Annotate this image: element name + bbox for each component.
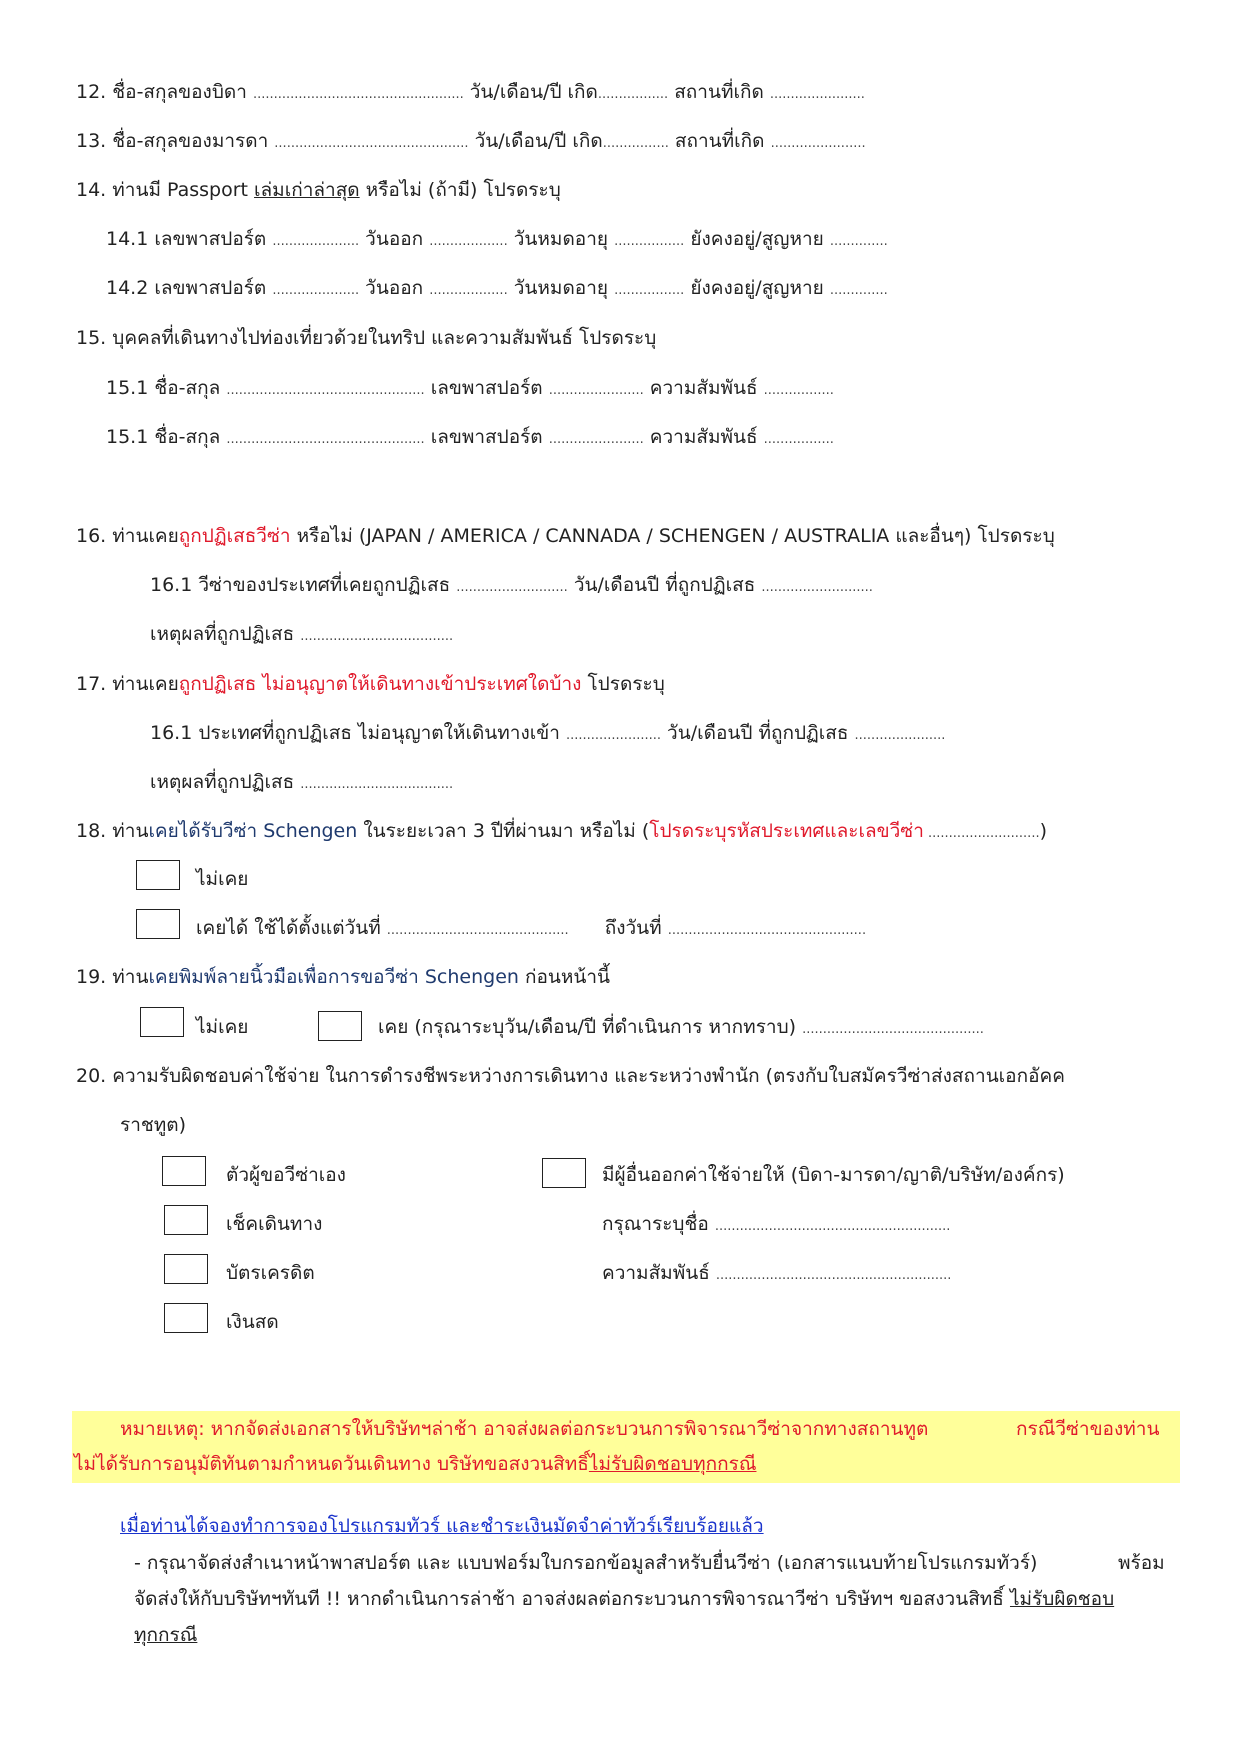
q17-reason-label: เหตุผลที่ถูกปฏิเสธ	[150, 771, 295, 793]
q13-place-field[interactable]: .......................	[770, 136, 866, 151]
q14-underline: เล่มเก่าล่าสุด	[254, 179, 360, 201]
q17-red: ถูกปฏิเสธ ไม่อนุญาตให้เดินทางเข้าประเทศใดบ้าง	[178, 673, 582, 695]
q16-1-date-field[interactable]: ...........................	[761, 580, 873, 595]
q18-never-label: ไม่เคย	[196, 868, 249, 890]
q14-2-expiry-field[interactable]: .................	[614, 283, 685, 298]
note-line1-a: หมายเหตุ: หากจัดส่งเอกสารให้บริษัทฯล่าช้า อาจส่งผลต่อกระบวนการพิจารณาวีซ่าจากทางสถานทูต	[120, 1418, 929, 1440]
q16-red: ถูกปฏิเสธวีซ่า	[178, 525, 291, 547]
q17-1-country-label: 16.1 ประเทศที่ถูกปฏิเสธ ไม่อนุญาตให้เดินทางเข้า	[150, 722, 560, 744]
q14-2-expiry-label: วันหมดอายุ	[513, 277, 609, 299]
q18-navy: เคยได้รับวีซ่า Schengen	[148, 820, 358, 842]
q17-pre: 17. ท่านเคย	[76, 673, 179, 695]
q18-to-label: ถึงวันที่	[604, 917, 662, 939]
q18-post: )	[1039, 820, 1048, 842]
q20-cash-label: เงินสด	[226, 1311, 279, 1333]
q14-1-status-field[interactable]: ..............	[829, 234, 888, 249]
q19-line	[76, 965, 610, 989]
q16-reason-field[interactable]: .....................................	[300, 629, 454, 644]
q14-2-issue-field[interactable]: ...................	[429, 283, 508, 298]
q14-1-issue-field[interactable]: ...................	[429, 234, 508, 249]
q12-dob-field[interactable]: .................	[597, 87, 669, 102]
q12-place-field[interactable]: .......................	[769, 87, 865, 102]
q20-label: 20. ความรับผิดชอบค่าใช้จ่าย ในการดำรงชีพระหว่างการเดินทาง และระหว่างพำนัก (ตรงกับใบสมัครวีซ่าส่งสถานเอกอัคค	[76, 1065, 1065, 1087]
q15-1b-name-field[interactable]: ................................................	[226, 432, 425, 447]
q18-red: โปรดระบุรหัสประเทศและเลขวีซ่า	[649, 820, 924, 842]
footer-line1	[134, 1551, 1037, 1575]
q13-dob-field[interactable]: ................	[602, 136, 669, 151]
q14-1-expiry-field[interactable]: .................	[614, 234, 685, 249]
q12-line	[76, 80, 865, 107]
q15-1a-relation-label: ความสัมพันธ์	[649, 377, 758, 399]
q17-reason-field[interactable]: .....................................	[300, 777, 454, 792]
q15-1a-relation-field[interactable]: .................	[763, 383, 834, 398]
q16-1-country-field[interactable]: ...........................	[456, 580, 568, 595]
footer-line2	[134, 1587, 1114, 1611]
q16-reason-line	[150, 622, 453, 649]
q20-line	[76, 1064, 1065, 1088]
q17-1-date-field[interactable]: ......................	[854, 728, 946, 743]
q14-post: หรือไม่ (ถ้ามี) โปรดระบุ	[359, 179, 561, 201]
q19-never-checkbox[interactable]	[140, 1007, 184, 1037]
q20-name-field[interactable]: .........................................................	[714, 1219, 951, 1234]
q14-1-issue-label: วันออก	[365, 228, 424, 250]
q15-label: 15. บุคคลที่เดินทางไปท่องเที่ยวด้วยในทริป และความสัมพันธ์ โปรดระบุ	[76, 327, 657, 349]
q19-ever-field[interactable]: ............................................	[802, 1022, 984, 1037]
footer-line2-underline: ไม่รับผิดชอบ	[1009, 1588, 1115, 1610]
q19-ever-checkbox[interactable]	[318, 1011, 362, 1041]
q17-reason-line	[150, 770, 453, 797]
q15-1a-name-field[interactable]: ................................................	[226, 383, 425, 398]
q17-1-line	[150, 721, 945, 748]
q15-1b-name-label: 15.1 ชื่อ-สกุล	[106, 426, 221, 448]
q20-cheque-checkbox[interactable]	[164, 1205, 208, 1235]
q16-1-line	[150, 573, 873, 600]
q13-line	[76, 129, 866, 156]
q15-line	[76, 326, 656, 350]
q19-navy: เคยพิมพ์ลายนิ้วมือเพื่อการขอวีซ่า Schengen	[148, 966, 519, 988]
q15-1b-line	[106, 425, 834, 452]
q18-from-label: เคยได้ ใช้ได้ตั้งแต่วันที่	[196, 917, 381, 939]
q14-1-status-label: ยังคงอยู่/สูญหาย	[690, 228, 824, 250]
q14-1-passport-label: 14.1 เลขพาสปอร์ต	[106, 228, 267, 250]
q15-1a-passport-label: เลขพาสปอร์ต	[430, 377, 543, 399]
q20-name-label: กรุณาระบุชื่อ	[602, 1213, 709, 1235]
q17-1-country-field[interactable]: .......................	[565, 728, 661, 743]
q18-line	[76, 819, 1047, 846]
q15-1a-passport-field[interactable]: .......................	[548, 383, 644, 398]
q13-dob-label: วัน/เดือน/ปี เกิด	[474, 130, 603, 152]
q20-self-label: ตัวผู้ขอวีซ่าเอง	[226, 1164, 346, 1186]
note-line1-b: กรณีวีซ่าของท่าน	[1016, 1418, 1160, 1440]
q13-place-label: สถานที่เกิด	[674, 130, 765, 152]
q15-1b-relation-field[interactable]: .................	[763, 432, 834, 447]
q14-2-status-field[interactable]: ..............	[829, 283, 888, 298]
q19-post: ก่อนหน้านี้	[518, 966, 611, 988]
q14-line	[76, 178, 561, 202]
q12-name-field[interactable]: ...................................................	[252, 87, 464, 102]
footer-line3-underline: ทุกกรณี	[134, 1624, 198, 1646]
q18-used-checkbox[interactable]	[136, 909, 180, 939]
q14-2-status-label: ยังคงอยู่/สูญหาย	[690, 277, 824, 299]
q14-1-passport-field[interactable]: .....................	[272, 234, 360, 249]
q20-cash-checkbox[interactable]	[164, 1303, 208, 1333]
q13-name-field[interactable]: ...............................................	[274, 136, 469, 151]
q20-self-checkbox[interactable]	[162, 1156, 206, 1186]
note-line2	[74, 1452, 756, 1476]
booking-link[interactable]: เมื่อท่านได้จองทำการจองโปรแกรมทัวร์ และชำระเงินมัดจำค่าทัวร์เรียบร้อยแล้ว	[120, 1515, 764, 1537]
q14-1-line	[106, 227, 888, 254]
q17-post: โปรดระบุ	[581, 673, 665, 695]
q13-label: 13. ชื่อ-สกุลของมารดา	[76, 130, 269, 152]
q18-mid: ในระยะเวลา 3 ปีที่ผ่านมา หรือไม่ (	[357, 820, 650, 842]
q14-2-line	[106, 276, 888, 303]
q17-1-date-label: วัน/เดือนปี ที่ถูกปฏิเสธ	[667, 722, 849, 744]
q20-relation-field[interactable]: .........................................................	[715, 1268, 952, 1283]
q20-relation-line	[602, 1261, 951, 1288]
q19-never-label: ไม่เคย	[196, 1016, 249, 1038]
q14-pre: 14. ท่านมี Passport	[76, 179, 255, 201]
q14-2-issue-label: วันออก	[365, 277, 424, 299]
q15-1b-passport-label: เลขพาสปอร์ต	[430, 426, 543, 448]
q18-pre: 18. ท่าน	[76, 820, 149, 842]
q12-dob-label: วัน/เดือน/ปี เกิด	[469, 81, 598, 103]
q16-1-country-label: 16.1 วีซ่าของประเทศที่เคยถูกปฏิเสธ	[150, 574, 451, 596]
q20-cheque-label: เช็คเดินทาง	[226, 1213, 323, 1235]
q15-1a-line	[106, 376, 834, 403]
q12-place-label: สถานที่เกิด	[674, 81, 764, 103]
q14-2-passport-field[interactable]: .....................	[272, 283, 360, 298]
q16-reason-label: เหตุผลที่ถูกปฏิเสธ	[150, 623, 295, 645]
note-line1	[120, 1417, 928, 1441]
q15-1b-passport-field[interactable]: .......................	[548, 432, 644, 447]
note-line2-underline: ไม่รับผิดชอบทุกกรณี	[588, 1453, 757, 1475]
q20-cont: ราชทูต)	[120, 1114, 187, 1136]
note-line2-a: ไม่ได้รับการอนุมัติทันตามกำหนดวันเดินทาง บริษัทขอสงวนสิทธิ์	[74, 1453, 589, 1475]
q17-line	[76, 672, 665, 696]
q18-to-field[interactable]: ................................................	[667, 923, 867, 938]
q19-pre: 19. ท่าน	[76, 966, 149, 988]
q19-ever-line	[378, 1015, 984, 1042]
q16-pre: 16. ท่านเคย	[76, 525, 179, 547]
q15-1a-name-label: 15.1 ชื่อ-สกุล	[106, 377, 221, 399]
q16-line	[76, 524, 1055, 548]
q18-visa-field[interactable]: ...........................	[923, 826, 1040, 841]
q18-from-field[interactable]: ............................................	[386, 923, 569, 938]
q14-2-passport-label: 14.2 เลขพาสปอร์ต	[106, 277, 267, 299]
q16-post: หรือไม่ (JAPAN / AMERICA / CANNADA / SCHENGEN / AUSTRALIA และอื่นๆ) โปรดระบุ	[290, 525, 1055, 547]
q20-other-label: มีผู้อื่นออกค่าใช้จ่ายให้ (บิดา-มารดา/ญาติ/บริษัท/องค์กร)	[602, 1164, 1065, 1186]
q20-credit-label: บัตรเครดิต	[226, 1262, 315, 1284]
q16-1-date-label: วัน/เดือนปี ที่ถูกปฏิเสธ	[573, 574, 756, 596]
q14-1-expiry-label: วันหมดอายุ	[513, 228, 609, 250]
footer-line2-a: จัดส่งให้กับบริษัทฯทันที !! หากดำเนินการล่าช้า อาจส่งผลต่อกระบวนการพิจารณาวีซ่า บริษัทฯ ขอสงวนสิทธิ์	[134, 1588, 1004, 1610]
q20-relation-label: ความสัมพันธ์	[602, 1262, 710, 1284]
footer-line1-b: พร้อม	[1118, 1552, 1165, 1574]
q20-other-checkbox[interactable]	[542, 1158, 586, 1188]
q12-label: 12. ชื่อ-สกุลของบิดา	[76, 81, 247, 103]
q19-ever-label: เคย (กรุณาระบุวัน/เดือน/ปี ที่ดำเนินการ หากทราบ)	[378, 1016, 797, 1038]
q15-1b-relation-label: ความสัมพันธ์	[649, 426, 758, 448]
q18-never-checkbox[interactable]	[136, 860, 180, 890]
footer-line1-a: - กรุณาจัดส่งสำเนาหน้าพาสปอร์ต และ แบบฟอร์มใบกรอกข้อมูลสำหรับยื่นวีซ่า (เอกสารแนบท้ายโปรแกรมทัวร์)	[134, 1552, 1038, 1574]
q18-used-line	[196, 916, 866, 943]
q20-name-line	[602, 1212, 950, 1239]
q20-credit-checkbox[interactable]	[164, 1254, 208, 1284]
